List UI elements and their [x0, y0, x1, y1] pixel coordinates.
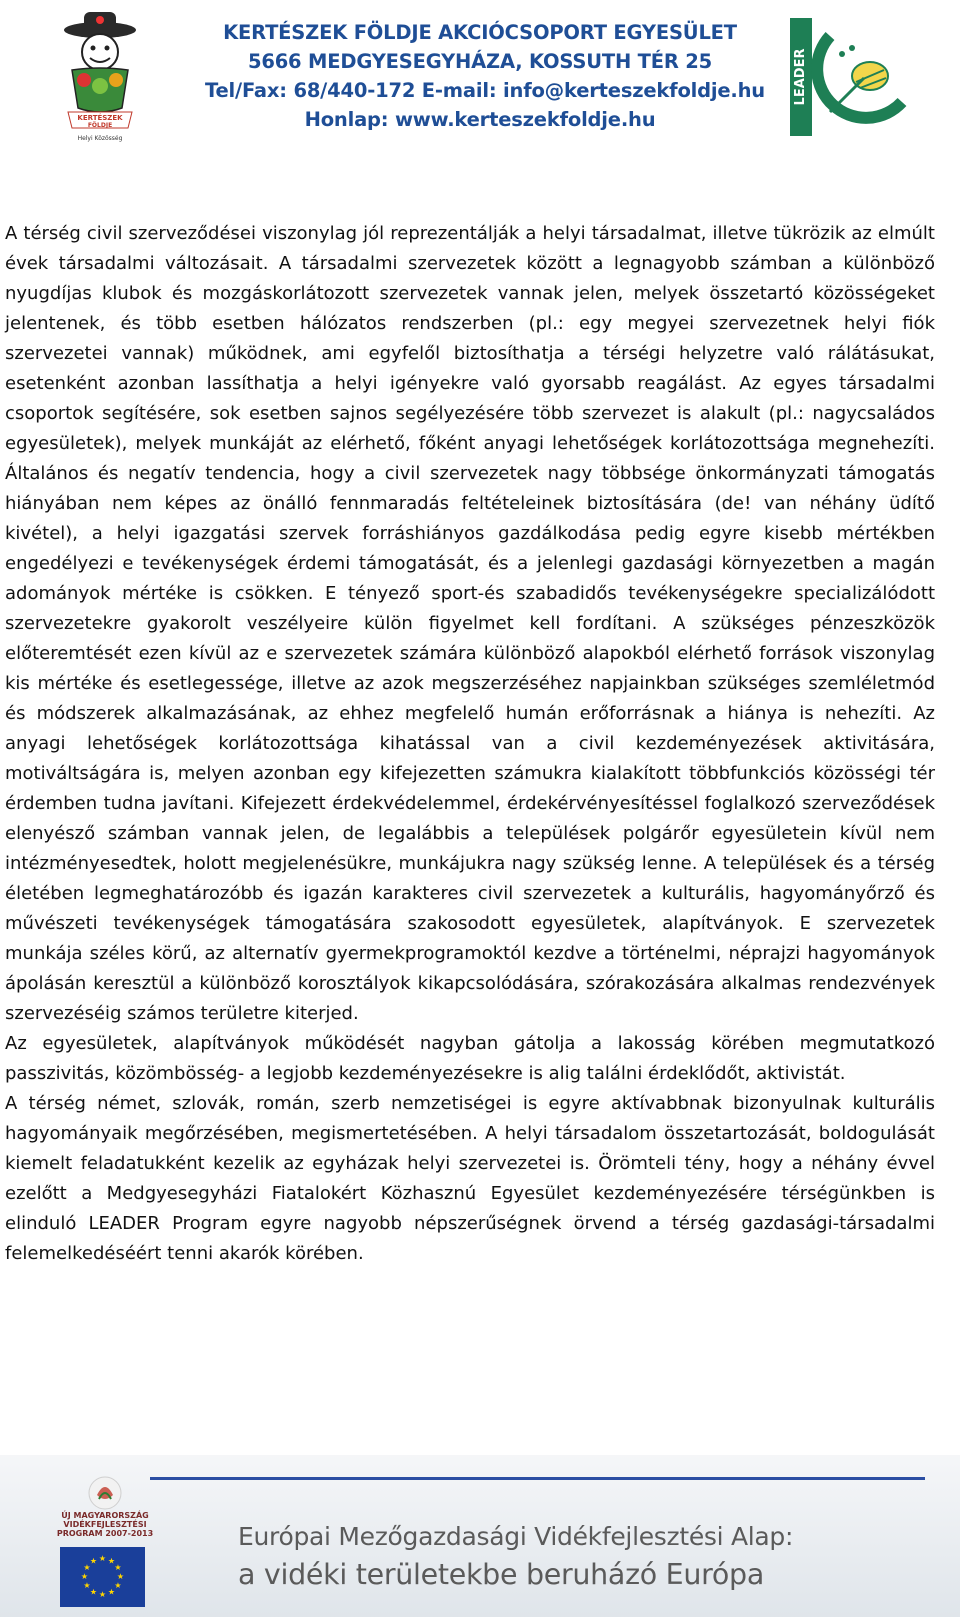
eu-funding-footer	[0, 1455, 960, 1617]
svg-text:★: ★	[114, 1581, 122, 1590]
hu-program-caption: ÚJ MAGYARORSZÁG VIDÉKFEJLESZTÉSI PROGRAM 2007-2013	[56, 1511, 154, 1538]
svg-text:★: ★	[107, 1556, 116, 1566]
svg-text:Helyi Közösség: Helyi Közösség	[77, 135, 123, 142]
letterhead-text	[205, 18, 765, 134]
eafrd-tagline: a vidéki területekbe beruházó Európa	[238, 1558, 764, 1591]
eafrd-slogan	[238, 1521, 938, 1595]
org-name: KERTÉSZEK FÖLDJE AKCIÓCSOPORT EGYESÜLET	[223, 21, 737, 44]
paragraph-nationalities: A térség német, szlovák, román, szerb nemzetiségei is egyre aktívabbnak bizonyulnak kulturális hagyományaik megőrzésében, megismertetésében. A helyi társadalom összetartozását, boldogulását kiemelt feladatukként kezelik az egyházak helyi szervezetei is. Örömteli tény, hogy a néhány évvel ezelőtt a Medgyesegyházi Fiatalokért Közhasznú Egyesület kezdeményezésére térségünkben is elinduló LEADER Program egyre nagyobb népszerűségnek örvend a térség gazdasági-társadalmi felemelkedéséért tenni akarók körében.	[5, 1093, 935, 1264]
svg-text:★: ★	[98, 1590, 107, 1599]
eu-flag-icon	[60, 1547, 145, 1607]
org-website: Honlap: www.kerteszekfoldje.hu	[304, 108, 656, 131]
svg-text:★: ★	[116, 1572, 125, 1581]
svg-text:FÖLDJE: FÖLDJE	[87, 122, 113, 129]
org-address: 5666 MEDGYESEGYHÁZA, KOSSUTH TÉR 25	[247, 50, 713, 73]
svg-text:★: ★	[89, 1587, 98, 1597]
svg-text:★: ★	[89, 1556, 98, 1566]
gardener-mascot-logo	[50, 8, 150, 148]
svg-text:LEADER: LEADER	[793, 48, 808, 106]
leader-logo	[790, 18, 910, 136]
svg-text:★: ★	[114, 1563, 122, 1572]
eafrd-title: Európai Mezőgazdasági Vidékfejlesztési Alap:	[238, 1522, 794, 1551]
footer-divider	[150, 1477, 925, 1480]
org-contact: Tel/Fax: 68/440-172 E-mail: info@kerteszekfoldje.hu	[205, 79, 765, 102]
paragraph-passivity: Az egyesületek, alapítványok működését nagyban gátolja a lakosság körében megmutatkozó passzivitás, közömbösség- a legjobb kezdeményezésekre is alig találni érdeklődőt, aktivistát.	[5, 1033, 935, 1084]
svg-text:KERTÉSZEK: KERTÉSZEK	[77, 114, 123, 122]
svg-text:★: ★	[80, 1572, 89, 1581]
document-body	[5, 219, 935, 1269]
svg-text:★: ★	[98, 1554, 107, 1563]
svg-text:★: ★	[107, 1587, 116, 1597]
paragraph-civil-organizations: A térség civil szerveződései viszonylag jól reprezentálják a helyi társadalmat, illetve tükrözik az elmúlt évek társadalmi változásait. A társadalmi szervezetek között a legnagyobb számban a különböző nyugdíjas klubok és mozgáskorlátozott szervezetek vannak jelen, melyek összetartó közösségeket jelentenek, és több esetben hálózatos rendszerben (pl.: egy megyei szervezetnek helyi fiók szervezetei vannak) működnek, ami egyfelől biztosíthatja a térségi helyzetre való rálátásukat, esetenként azonban lassíthatja a helyi igényekre való gyorsabb reagálást. Az egyes társadalmi csoportok segítésére, sok esetben sajnos segélyezésére több szervezet is alakult (pl.: nagycsaládos egyesületek), melyek munkáját az elérhető, főként anyagi lehetőségek korlátozottsága megnehezíti. Általános és negatív tendencia, hogy a civil szervezetek nagy többsége önkormányzati támogatás hiányában nem képes az önálló fennmaradás feltételeinek biztosítására (de! van néhány üdítő kivétel), a helyi igazgatási szervek forráshiányos gazdálkodása pedig egyre kisebb mértékben engedélyezi e tevékenységek érdemi támogatását, és a jelenlegi gazdasági környezetben a magán adományok mértéke is csökken. E tényező sport-és szabadidős tevékenységekre specializálódott szervezetekre gyakorolt veszélyeire külön figyelmet kell fordítani. A szükséges pénzeszközök előteremtését ezen kívül az e szervezetek számára különböző alapokból elérhető források viszonylag kis mértéke és esetlegessége, illetve az azok megszerzéséhez napjainkban szükséges szemléletmód és módszerek alkalmazásának, az ehhez megfelelő humán erőforrásnak a hiánya is nehezíti. Az anyagi lehetőségek korlátozottsága kihatással van a civil kezdeményezések aktivitására, motiváltságára is, melyen azonban egy kifejezetten számukra kialakított többfunkciós közösségi tér érdemben tudna javítani. Kifejezett érdekvédelemmel, érdekérvényesítéssel foglalkozó szerveződések elenyésző számban vannak jelen, de legalábbis a települések polgárőr egyesületein kívül nem intézményesedtek, holott megjelenésükre, munkájukra nagy szükség lenne. A települések és a térség életében legmeghatározóbb és igazán karakteres civil szervezetek a kulturális, hagyományőrző és művészeti tevékenységek támogatására szakosodott egyesületek, alapítványok. E szervezetek munkája széles körű, az alternatív gyermekprogramoktól kezdve a történelmi, néprajzi hagyományok ápolásán keresztül a különböző korosztályok kikapcsolódására, szórakozására alkalmas rendezvények szervezéséig számos területre kiterjed.	[5, 223, 935, 1024]
svg-text:★: ★	[83, 1581, 91, 1590]
letterhead	[0, 0, 960, 160]
svg-text:★: ★	[83, 1563, 91, 1572]
